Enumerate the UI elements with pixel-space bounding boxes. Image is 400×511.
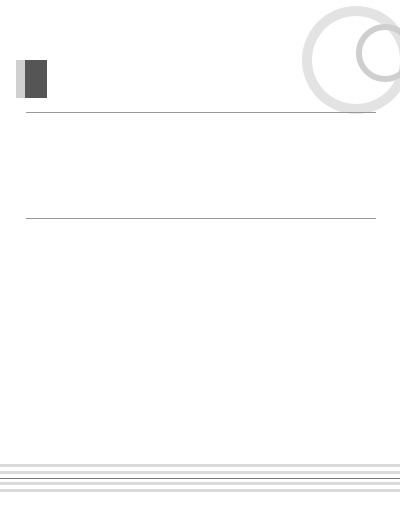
title-accent-bar (16, 60, 25, 98)
page-title-banner (16, 60, 47, 98)
divider-top (26, 112, 376, 113)
decorative-bar (0, 464, 400, 467)
decorative-bar (0, 471, 400, 474)
page-title (25, 60, 47, 98)
bottom-decorative-bars (0, 464, 400, 496)
divider-middle (26, 218, 376, 219)
decorative-line (0, 478, 400, 479)
decorative-bar (0, 482, 400, 485)
decorative-bar (0, 489, 400, 492)
